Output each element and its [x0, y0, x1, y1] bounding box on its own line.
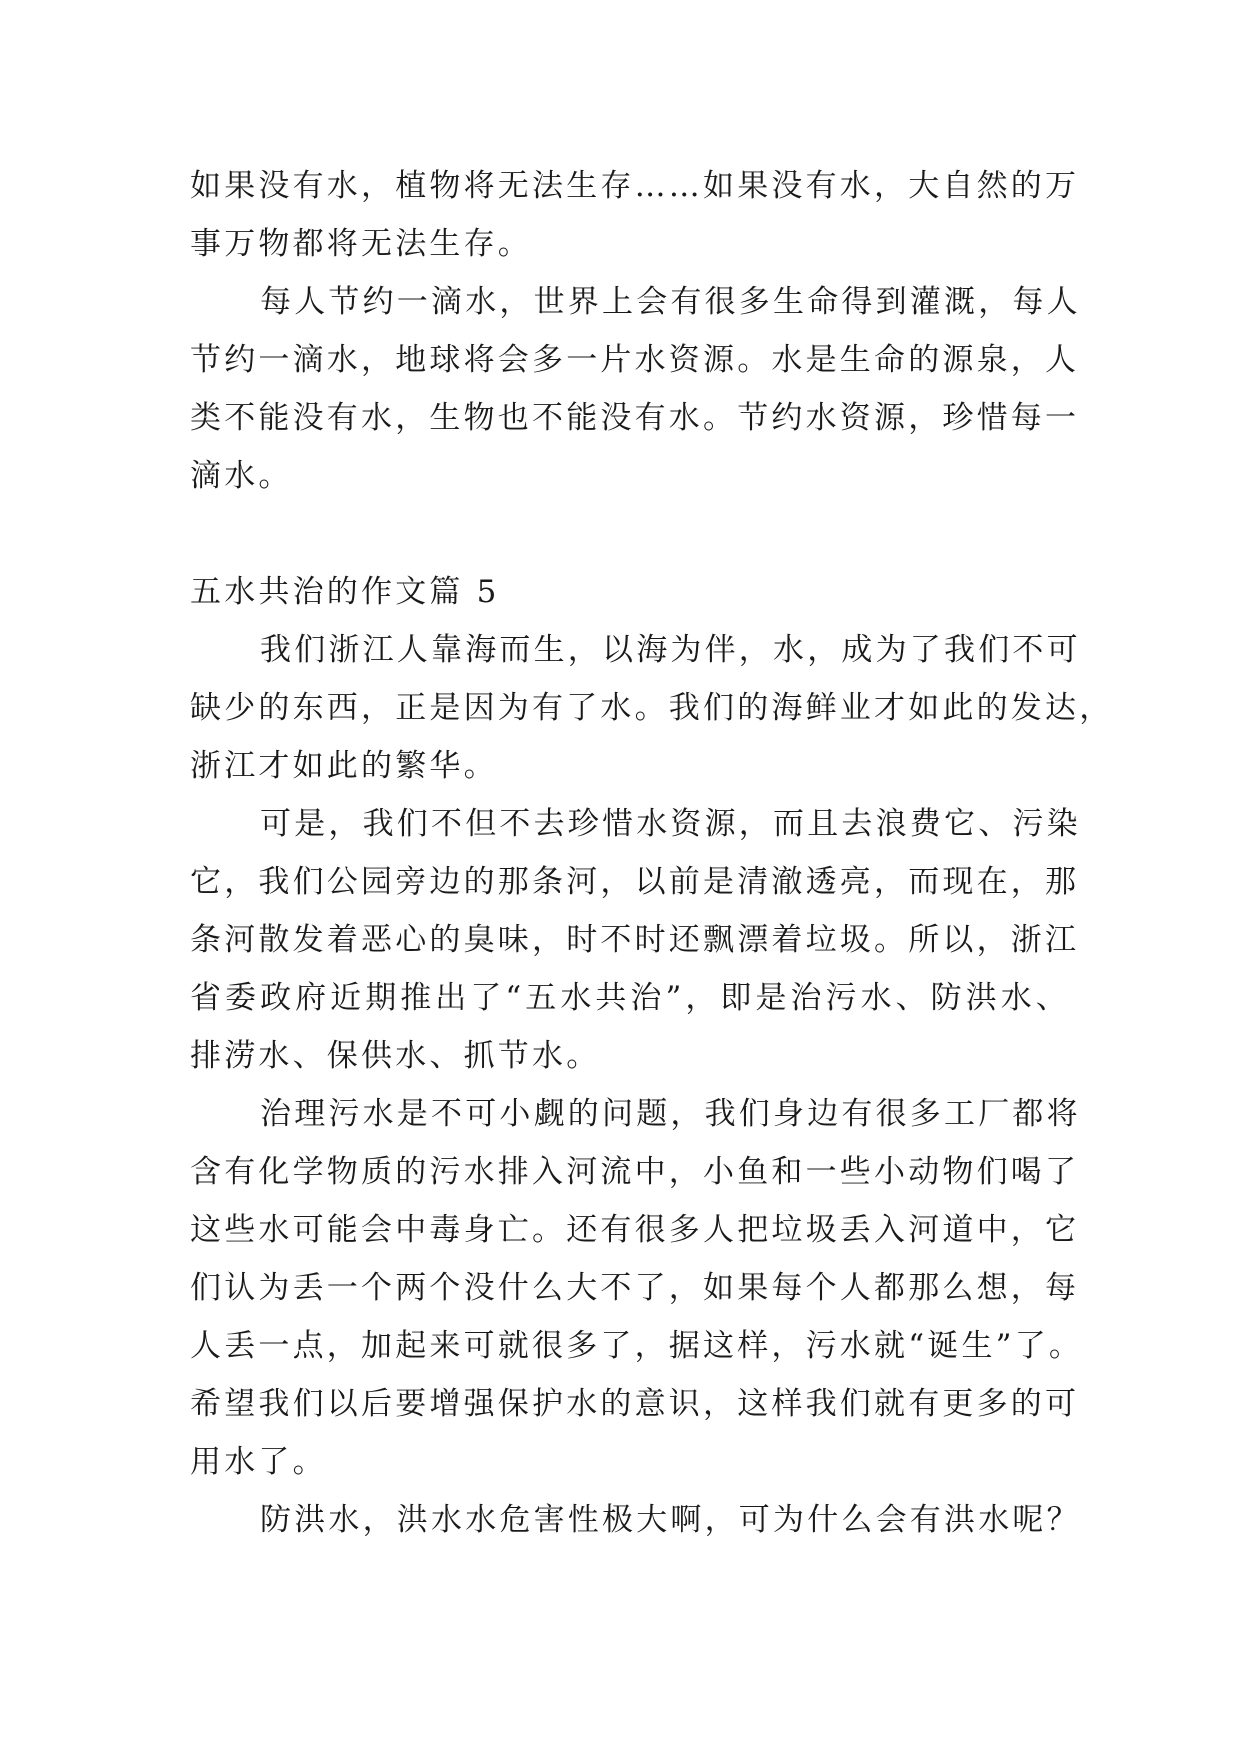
- text-line: 排涝水、保供水、抓节水。: [190, 1038, 601, 1074]
- text-line: 含有化学物质的污水排入河流中，小鱼和一些小动物们喝了: [190, 1154, 1080, 1190]
- text-line: 可是，我们不但不去珍惜水资源，而且去浪费它、污染: [260, 806, 1081, 842]
- document-body: [190, 157, 1114, 1549]
- text-line: 人丢一点，加起来可就很多了，据这样，污水就“诞生”了。: [190, 1328, 1084, 1364]
- text-line: 类不能没有水，生物也不能没有水。节约水资源，珍惜每一: [190, 400, 1080, 436]
- text-line: 缺少的东西，正是因为有了水。我们的海鲜业才如此的发达，: [190, 690, 1114, 726]
- text-line: 浙江才如此的繁华。: [190, 748, 498, 784]
- text-line: 它，我们公园旁边的那条河，以前是清澈透亮，而现在，那: [190, 864, 1080, 900]
- text-line: 省委政府近期推出了“五水共治”，即是治污水、防洪水、: [190, 980, 1070, 1016]
- section-title: 五水共治的作文篇 5: [190, 574, 500, 610]
- paragraph: [190, 157, 1080, 273]
- text-line: 防洪水，洪水水危害性极大啊，可为什么会有洪水呢？: [260, 1502, 1081, 1538]
- text-line: 这些水可能会中毒身亡。还有很多人把垃圾丢入河道中，它: [190, 1212, 1080, 1248]
- text-line: 滴水。: [190, 458, 293, 494]
- text-line: 希望我们以后要增强保护水的意识，这样我们就有更多的可: [190, 1386, 1080, 1422]
- text-line: 治理污水是不可小觑的问题，我们身边有很多工厂都将: [260, 1096, 1081, 1132]
- text-line: 节约一滴水，地球将会多一片水资源。水是生命的源泉，人: [190, 342, 1080, 378]
- text-line: 条河散发着恶心的臭味，时不时还飘漂着垃圾。所以，浙江: [190, 922, 1080, 958]
- paragraph: [190, 1491, 1081, 1549]
- paragraph: [190, 273, 1081, 505]
- paragraph: [190, 1085, 1084, 1491]
- text-line: 用水了。: [190, 1444, 327, 1480]
- text-line: 我们浙江人靠海而生，以海为伴，水，成为了我们不可: [260, 632, 1081, 668]
- paragraph-gap: [190, 505, 1070, 563]
- text-line: 每人节约一滴水，世界上会有很多生命得到灌溉，每人: [260, 284, 1081, 320]
- text-line: 们认为丢一个两个没什么大不了，如果每个人都那么想，每: [190, 1270, 1080, 1306]
- text-line: 如果没有水，植物将无法生存……如果没有水，大自然的万: [190, 168, 1080, 204]
- text-line: 事万物都将无法生存。: [190, 226, 532, 262]
- paragraph: [190, 795, 1081, 1085]
- paragraph: [190, 621, 1114, 795]
